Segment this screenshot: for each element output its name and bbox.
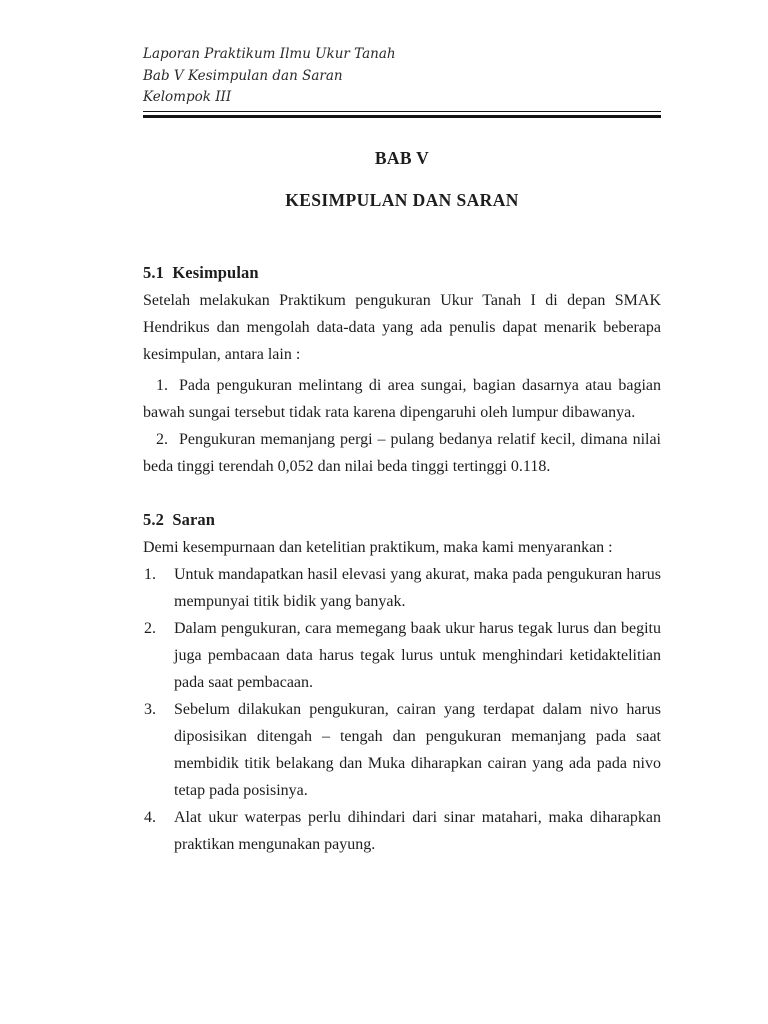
item-number: 1. (144, 565, 156, 583)
chapter-subtitle: KESIMPULAN DAN SARAN (285, 189, 519, 210)
item-text: Pada pengukuran melintang di area sungai, bagian dasarnya atau bagian bawah sungai tersebut tidak rata karena dipengaruhi oleh lumpur dibawanya. (143, 376, 661, 421)
item-number: 2. (156, 430, 168, 448)
item-number: 3. (144, 700, 156, 718)
item-text: Untuk mandapatkan hasil elevasi yang akurat, maka pada pengukuran harus mempunyai titik bidik yang banyak. (174, 565, 661, 610)
list-item (143, 372, 661, 426)
list-item (143, 804, 661, 858)
kesimpulan-list (143, 372, 661, 480)
list-item (143, 696, 661, 804)
header-rule-thick (143, 115, 661, 118)
section-heading-kesimpulan: 5.1 Kesimpulan (143, 262, 259, 282)
saran-list (143, 561, 661, 858)
list-item (143, 615, 661, 696)
header-line-3: Kelompok III (143, 89, 232, 105)
section-heading-saran: 5.2 Saran (143, 509, 216, 529)
list-item (143, 426, 661, 480)
header-line-2: Bab V Kesimpulan dan Saran (143, 67, 343, 84)
list-item (143, 561, 661, 615)
item-number: 2. (144, 619, 156, 637)
item-number: 1. (156, 376, 168, 394)
item-text: Pengukuran memanjang pergi – pulang bedanya relatif kecil, dimana nilai beda tinggi terendah 0,052 dan nilai beda tinggi tertinggi 0.118. (143, 430, 661, 475)
chapter-title: BAB V (374, 147, 430, 168)
section-intro-kesimpulan: Setelah melakukan Praktikum pengukuran Ukur Tanah I di depan SMAK Hendrikus dan mengolah data-data yang ada penulis dapat menarik beberapa kesimpulan, antara lain : (143, 291, 661, 363)
item-number: 4. (144, 808, 156, 826)
header-rule-thin (143, 111, 661, 112)
document-header (143, 44, 661, 109)
section-intro-saran: Demi kesempurnaan dan ketelitian praktikum, maka kami menyarankan : (143, 538, 613, 556)
item-text: Alat ukur waterpas perlu dihindari dari sinar matahari, maka diharapkan praktikan mengunakan payung. (174, 808, 661, 853)
item-text: Sebelum dilakukan pengukuran, cairan yang terdapat dalam nivo harus diposisikan ditengah – tengah dan pengukuran memanjang pada saat membidik titik belakang dan Muka diharapkan cairan yang ada pada nivo tetap pada posisinya. (174, 700, 661, 799)
header-line-1: Laporan Praktikum Ilmu Ukur Tanah (143, 46, 396, 62)
item-text: Dalam pengukuran, cara memegang baak ukur harus tegak lurus dan begitu juga pembacaan data harus tegak lurus untuk menghindari ketidaktelitian pada saat pembacaan. (174, 619, 661, 691)
